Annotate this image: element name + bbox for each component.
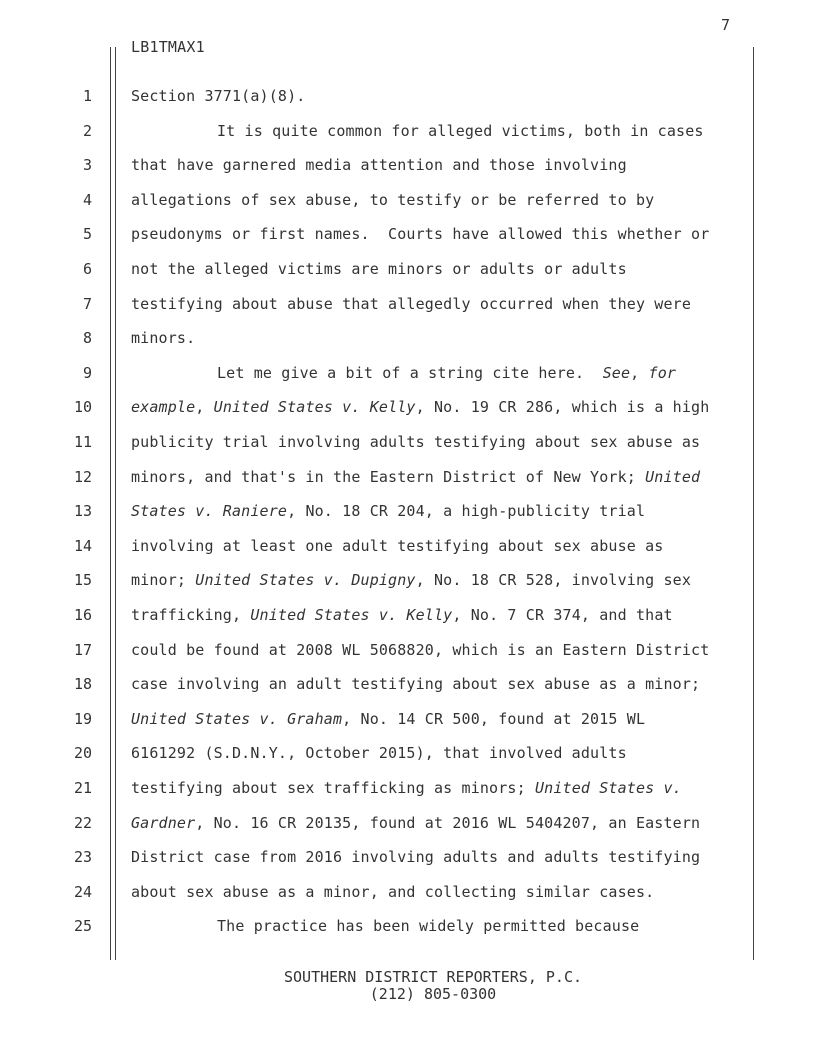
line-text xyxy=(131,741,627,765)
transcript-line xyxy=(0,222,816,246)
case-citation-text: United xyxy=(645,467,701,486)
text-segment: minor; xyxy=(131,571,196,590)
line-number: 5 xyxy=(82,225,92,244)
transcript-line xyxy=(0,845,816,869)
case-citation-text: example xyxy=(131,398,196,417)
transcript-line xyxy=(0,188,816,212)
text-segment: minors, and that's in the Eastern District of New York; xyxy=(131,467,646,486)
transcript-line xyxy=(0,914,816,938)
line-number: 23 xyxy=(73,848,92,867)
line-number: 15 xyxy=(73,571,92,590)
line-text xyxy=(131,603,673,627)
transcript-line xyxy=(0,672,816,696)
line-text xyxy=(131,845,700,869)
line-text xyxy=(131,499,645,523)
text-segment: , No. 18 CR 528, involving sex xyxy=(415,571,692,590)
line-number: 19 xyxy=(73,709,92,728)
line-text xyxy=(131,84,305,108)
transcript-line xyxy=(0,153,816,177)
line-number: 21 xyxy=(73,779,92,797)
line-number: 8 xyxy=(82,329,92,348)
transcript-line xyxy=(0,880,816,904)
transcript-line xyxy=(0,776,816,800)
line-number: 24 xyxy=(73,882,92,901)
line-text xyxy=(131,638,709,662)
transcript-line xyxy=(0,603,816,627)
text-segment: about sex abuse as a minor, and collecting similar cases. xyxy=(131,882,655,901)
text-segment: could be found at 2008 WL 5068820, which is an Eastern District xyxy=(131,640,710,659)
text-segment: minors. xyxy=(131,329,196,348)
line-text xyxy=(131,430,700,454)
transcript-line xyxy=(0,119,816,143)
transcript-line xyxy=(0,811,816,835)
case-citation-text: States v. Raniere xyxy=(131,502,288,521)
line-text xyxy=(131,395,709,419)
line-number: 6 xyxy=(82,260,92,278)
text-segment: trafficking, xyxy=(131,606,251,624)
text-segment: Section 3771(a)(8). xyxy=(131,87,306,105)
text-segment: , No. 14 CR 500, found at 2015 WL xyxy=(342,709,646,728)
case-citation-text: See xyxy=(602,363,631,382)
line-text xyxy=(131,153,627,177)
transcript-line xyxy=(0,707,816,731)
line-number: 1 xyxy=(82,87,92,105)
text-segment: District case from 2016 involving adults and adults testifying xyxy=(131,848,701,867)
transcript-line xyxy=(0,568,816,592)
line-number: 18 xyxy=(73,675,92,694)
transcript-header-id: LB1TMAX1 xyxy=(131,38,205,56)
transcript-line xyxy=(0,257,816,281)
text-segment: Let me give a bit of a string cite here. xyxy=(217,363,603,382)
case-citation-text: United States v. Graham xyxy=(131,709,343,728)
line-number: 2 xyxy=(82,121,92,140)
transcript-line xyxy=(0,534,816,558)
text-segment: It is quite common for alleged victims, both in cases xyxy=(217,121,704,140)
case-citation-text: United States v. Dupigny xyxy=(195,571,416,590)
line-text xyxy=(131,811,700,835)
page-number: 7 xyxy=(721,16,731,34)
text-segment: publicity trial involving adults testifying about sex abuse as xyxy=(131,433,701,451)
text-segment: , xyxy=(195,398,214,417)
transcript-line xyxy=(0,638,816,662)
text-segment: testifying about sex trafficking as minors; xyxy=(131,779,535,797)
line-number: 12 xyxy=(73,467,92,486)
text-segment: that have garnered media attention and those involving xyxy=(131,156,627,175)
text-segment: case involving an adult testifying about sex abuse as a minor; xyxy=(131,675,701,694)
text-segment: testifying about abuse that allegedly occurred when they were xyxy=(131,294,692,313)
line-text xyxy=(131,465,700,489)
line-text xyxy=(131,568,691,592)
line-number: 13 xyxy=(73,502,92,521)
transcript-line xyxy=(0,84,816,108)
line-text xyxy=(131,776,682,800)
reporter-phone: (212) 805-0300 xyxy=(369,985,497,1003)
line-text xyxy=(131,707,645,731)
line-number: 17 xyxy=(73,640,92,659)
line-text xyxy=(217,119,704,143)
text-segment: , No. 16 CR 20135, found at 2016 WL 5404207, an Eastern xyxy=(195,813,701,832)
text-segment: not the alleged victims are minors or adults or adults xyxy=(131,260,627,278)
text-segment: , No. 18 CR 204, a high-publicity trial xyxy=(287,502,646,521)
text-segment: , No. 7 CR 374, and that xyxy=(452,606,673,624)
text-segment: allegations of sex abuse, to testify or be referred to by xyxy=(131,190,655,209)
reporter-name: SOUTHERN DISTRICT REPORTERS, P.C. xyxy=(283,968,582,986)
line-text xyxy=(131,222,709,246)
text-segment: , xyxy=(630,363,649,382)
line-number: 16 xyxy=(73,606,92,624)
line-number: 11 xyxy=(73,433,92,451)
transcript-line xyxy=(0,741,816,765)
case-citation-text: Gardner xyxy=(131,813,196,832)
line-number: 9 xyxy=(82,363,92,382)
case-citation-text: United States v. Kelly xyxy=(250,606,453,624)
line-text xyxy=(131,880,654,904)
line-text xyxy=(131,292,691,316)
line-number: 7 xyxy=(82,294,92,313)
line-number: 20 xyxy=(73,744,92,763)
line-text xyxy=(131,326,195,350)
transcript-line xyxy=(0,465,816,489)
transcript-line xyxy=(0,395,816,419)
transcript-line xyxy=(0,326,816,350)
case-citation-text: for xyxy=(648,363,677,382)
line-number: 14 xyxy=(73,536,92,555)
line-number: 25 xyxy=(73,917,92,936)
line-text xyxy=(131,672,700,696)
text-segment: involving at least one adult testifying about sex abuse as xyxy=(131,536,664,555)
line-text xyxy=(131,257,627,281)
transcript-line xyxy=(0,499,816,523)
case-citation-text: United States v. Kelly xyxy=(213,398,416,417)
text-segment: pseudonyms or first names. Courts have allowed this whether or xyxy=(131,225,710,244)
line-text xyxy=(131,534,663,558)
text-segment: , No. 19 CR 286, which is a high xyxy=(415,398,710,417)
line-number: 4 xyxy=(82,190,92,209)
text-segment: 6161292 (S.D.N.Y., October 2015), that involved adults xyxy=(131,744,627,763)
line-number: 22 xyxy=(73,813,92,832)
line-text xyxy=(131,188,654,212)
case-citation-text: United States v. xyxy=(534,779,682,797)
footer xyxy=(0,969,816,1003)
line-text xyxy=(217,914,639,938)
line-number: 10 xyxy=(73,398,92,417)
text-segment: The practice has been widely permitted because xyxy=(217,917,640,936)
transcript-line xyxy=(0,430,816,454)
transcript-line xyxy=(0,292,816,316)
line-number: 3 xyxy=(82,156,92,175)
transcript-line xyxy=(0,361,816,385)
line-text xyxy=(217,361,676,385)
